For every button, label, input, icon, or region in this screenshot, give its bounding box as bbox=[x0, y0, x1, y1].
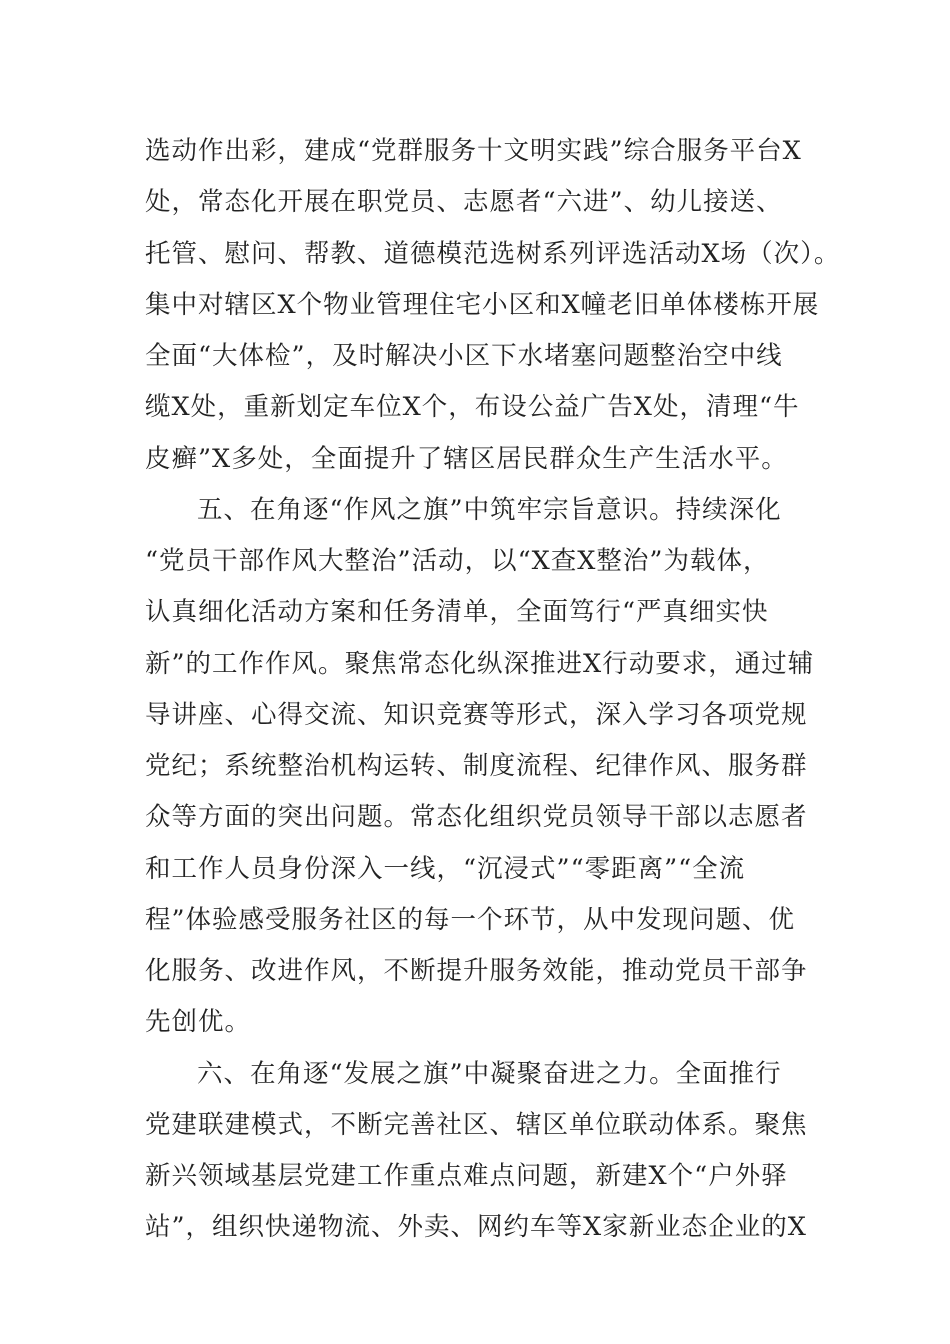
text-line: 站”，组织快递物流、外卖、网约车等X家新业态企业的X bbox=[145, 1212, 807, 1243]
text-line: 党建联建模式，不断完善社区、辖区单位联动体系。聚焦 bbox=[145, 1109, 808, 1140]
paragraph-heading-line: 六、在角逐“发展之旗”中凝聚奋进之力。全面推行 bbox=[197, 1058, 782, 1089]
text-line: 缆X处，重新划定车位X个，布设公益广告X处，清理“牛 bbox=[145, 392, 800, 423]
text-line: “党员干部作风大整治”活动，以“X查X整治”为载体， bbox=[145, 546, 770, 576]
text-line: 和工作人员身份深入一线，“沉浸式”“零距离”“全流 bbox=[145, 853, 746, 884]
text-line: 化服务、改进作风，不断提升服务效能，推动党员干部争 bbox=[145, 956, 808, 986]
paragraph-heading-line: 五、在角逐“作风之旗”中筑牢宗旨意识。持续深化 bbox=[197, 494, 782, 525]
text-line: 处，常态化开展在职党员、志愿者“六进”、幼儿接送、 bbox=[145, 187, 783, 218]
text-line: 程”体验感受服务社区的每一个环节，从中发现问题、优 bbox=[145, 904, 796, 935]
text-line: 认真细化活动方案和任务清单，全面笃行“严真细实快 bbox=[145, 597, 769, 628]
text-line: 党纪；系统整治机构运转、制度流程、纪律作风、服务群 bbox=[145, 751, 808, 781]
text-line: 新兴领域基层党建工作重点难点问题，新建X个“户外驿 bbox=[145, 1161, 788, 1191]
text-line: 新”的工作作风。聚焦常态化纵深推进X行动要求，通过辅 bbox=[145, 648, 815, 679]
text-line: 集中对辖区X个物业管理住宅小区和X幢老旧单体楼栋开展 bbox=[145, 289, 820, 320]
text-line: 全面“大体检”，及时解决小区下水堵塞问题整治空中线 bbox=[145, 341, 783, 371]
text-line: 选动作出彩，建成“党群服务十文明实践”综合服务平台X bbox=[145, 136, 802, 166]
text-line: 托管、慰问、帮教、道德模范选树系列评选活动X场（次）。 bbox=[145, 238, 841, 269]
text-line: 众等方面的突出问题。常态化组织党员领导干部以志愿者 bbox=[145, 802, 808, 833]
document-body bbox=[145, 126, 845, 1254]
text-line: 导讲座、心得交流、知识竞赛等形式，深入学习各项党规 bbox=[145, 699, 808, 730]
text-line: 皮癣”X多处，全面提升了辖区居民群众生产生活水平。 bbox=[145, 443, 788, 474]
text-line: 先创优。 bbox=[145, 1007, 252, 1038]
